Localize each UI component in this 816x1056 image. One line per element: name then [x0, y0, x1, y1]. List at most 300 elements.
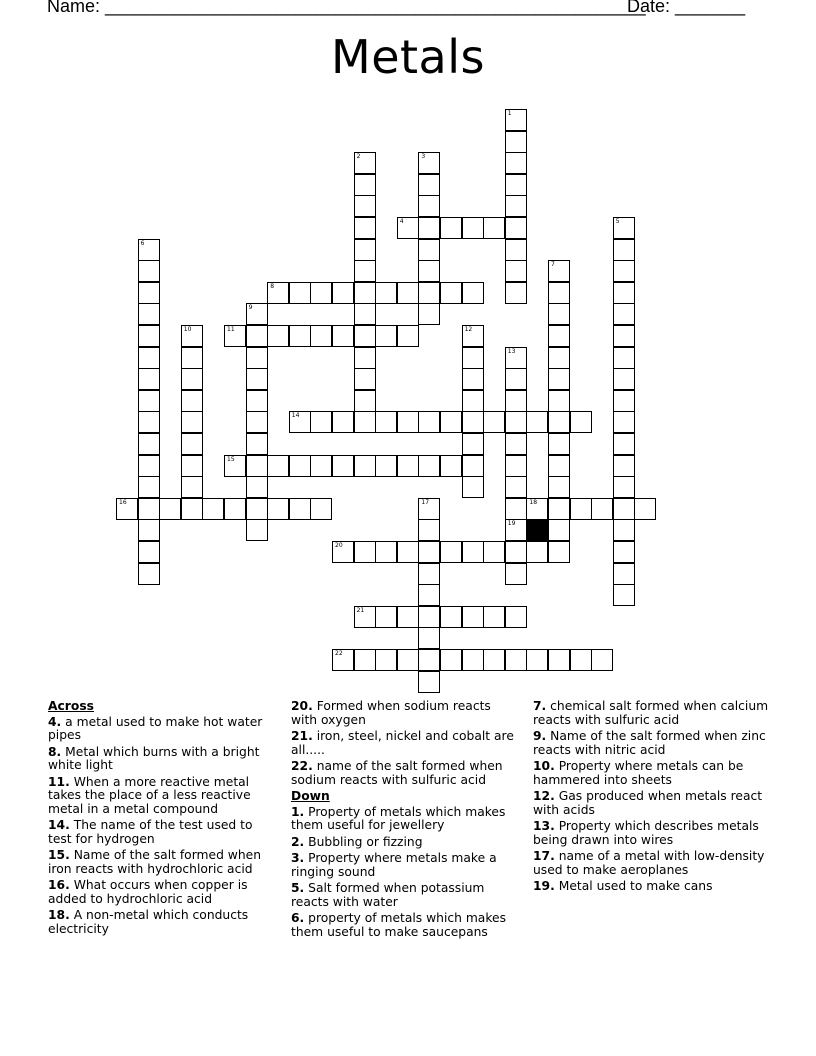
grid-cell[interactable]: [418, 239, 440, 261]
grid-cell[interactable]: [246, 390, 268, 412]
clue-item: [291, 912, 519, 939]
grid-cell[interactable]: [332, 411, 354, 433]
grid-cell[interactable]: [332, 282, 354, 304]
clue-item-text: iron, steel, nickel and cobalt are all.....: [291, 729, 514, 757]
grid-cell[interactable]: [505, 476, 527, 498]
grid-cell[interactable]: [613, 584, 635, 606]
clue-number: 14: [291, 412, 300, 420]
clue-number: 2: [356, 153, 361, 161]
grid-cell[interactable]: [613, 325, 635, 347]
grid-cell[interactable]: [397, 541, 419, 563]
grid-cell[interactable]: [548, 541, 570, 563]
grid-cell[interactable]: [138, 303, 160, 325]
grid-cell[interactable]: [526, 649, 548, 671]
grid-cell[interactable]: [483, 649, 505, 671]
clue-number: 1: [507, 110, 512, 117]
grid-cell[interactable]: [418, 174, 440, 196]
grid-cell[interactable]: [289, 498, 311, 520]
grid-cell[interactable]: [505, 390, 527, 412]
clue-item-number: 2.: [291, 834, 305, 849]
clue-item: [533, 760, 778, 787]
grid-cell[interactable]: [591, 498, 613, 520]
clue-section-heading: Down: [291, 789, 330, 803]
grid-cell[interactable]: [181, 390, 203, 412]
grid-cell[interactable]: [375, 455, 397, 477]
grid-cell[interactable]: [138, 541, 160, 563]
clue-item-text: The name of the test used to test for hydrogen: [48, 818, 253, 846]
grid-cell[interactable]: [505, 239, 527, 261]
grid-cell[interactable]: [332, 649, 354, 671]
grid-cell[interactable]: [246, 303, 268, 325]
clue-item-text: Name of the salt formed when zinc reacts with nitric acid: [533, 729, 766, 757]
grid-cell[interactable]: [138, 325, 160, 347]
grid-cell[interactable]: [246, 476, 268, 498]
grid-cell[interactable]: [613, 476, 635, 498]
black-square: [526, 519, 548, 541]
grid-cell[interactable]: [418, 303, 440, 325]
grid-cell[interactable]: [418, 217, 440, 239]
clue-number: 18: [529, 498, 538, 506]
clue-item-number: 10.: [533, 759, 555, 773]
grid-cell[interactable]: [505, 260, 527, 282]
grid-cell[interactable]: [159, 498, 181, 520]
clue-item: [48, 819, 276, 846]
grid-cell[interactable]: [462, 282, 484, 304]
grid-cell[interactable]: [418, 282, 440, 304]
grid-cell[interactable]: [440, 282, 462, 304]
grid-cell[interactable]: [526, 411, 548, 433]
grid-cell[interactable]: [613, 455, 635, 477]
clue-number: 12: [464, 326, 473, 333]
grid-cell[interactable]: [354, 282, 376, 304]
grid-cell[interactable]: [354, 390, 376, 412]
puzzle-title: Metals: [331, 30, 485, 84]
grid-cell[interactable]: [440, 217, 462, 239]
clue-item: [48, 746, 276, 773]
grid-cell[interactable]: [462, 606, 484, 628]
grid-cell[interactable]: [483, 411, 505, 433]
clue-number: 10: [183, 326, 192, 333]
grid-cell[interactable]: [613, 411, 635, 433]
clue-item-number: 19.: [533, 879, 555, 893]
clue-number: 15: [227, 455, 235, 463]
grid-cell[interactable]: [613, 541, 635, 563]
grid-cell[interactable]: [505, 649, 527, 671]
grid-cell[interactable]: [548, 282, 570, 304]
clue-item: [533, 700, 778, 727]
grid-cell[interactable]: [613, 368, 635, 390]
clue-item-text: Gas produced when metals react with acids: [533, 789, 763, 817]
clue-number: 21: [356, 606, 365, 614]
grid-cell[interactable]: [267, 498, 289, 520]
grid-cell[interactable]: [505, 195, 527, 217]
grid-cell[interactable]: [246, 325, 268, 347]
grid-cell[interactable]: [418, 411, 440, 433]
grid-cell[interactable]: [462, 325, 484, 347]
grid-cell[interactable]: [548, 498, 570, 520]
grid-cell[interactable]: [332, 455, 354, 477]
clue-number: 3: [421, 153, 426, 161]
clues-column-right: [533, 700, 778, 897]
grid-cell[interactable]: [289, 411, 311, 433]
clue-item-text: Salt formed when potassium reacts with water: [291, 881, 485, 909]
clue-number: 7: [551, 261, 555, 269]
grid-cell[interactable]: [138, 563, 160, 585]
grid-cell[interactable]: [375, 282, 397, 304]
grid-cell[interactable]: [375, 325, 397, 347]
grid-cell[interactable]: [483, 217, 505, 239]
grid-cell[interactable]: [246, 411, 268, 433]
grid-cell[interactable]: [613, 239, 635, 261]
grid-cell[interactable]: [462, 433, 484, 455]
grid-cell[interactable]: [375, 649, 397, 671]
grid-cell[interactable]: [505, 152, 527, 174]
grid-cell[interactable]: [310, 325, 332, 347]
grid-cell[interactable]: [548, 433, 570, 455]
clue-item: [533, 790, 778, 817]
grid-cell[interactable]: [181, 455, 203, 477]
grid-cell[interactable]: [548, 519, 570, 541]
grid-cell[interactable]: [354, 411, 376, 433]
grid-cell[interactable]: [526, 541, 548, 563]
grid-cell[interactable]: [397, 649, 419, 671]
grid-cell[interactable]: [526, 498, 548, 520]
grid-cell[interactable]: [418, 671, 440, 693]
grid-cell[interactable]: [246, 368, 268, 390]
grid-cell[interactable]: [418, 152, 440, 174]
grid-cell[interactable]: [354, 152, 376, 174]
grid-cell[interactable]: [440, 606, 462, 628]
clue-number: 13: [507, 347, 516, 355]
grid-cell[interactable]: [375, 541, 397, 563]
clue-item-number: 13.: [533, 819, 555, 833]
grid-cell[interactable]: [548, 476, 570, 498]
grid-cell[interactable]: [548, 347, 570, 369]
grid-cell[interactable]: [440, 455, 462, 477]
clue-item: [291, 882, 519, 909]
grid-cell[interactable]: [224, 498, 246, 520]
grid-cell[interactable]: [505, 411, 527, 433]
grid-cell[interactable]: [440, 541, 462, 563]
grid-cell[interactable]: [505, 498, 527, 520]
clue-item-text: Metal used to make cans: [558, 879, 713, 893]
grid-cell[interactable]: [462, 476, 484, 498]
grid-cell[interactable]: [310, 498, 332, 520]
grid-cell[interactable]: [570, 411, 592, 433]
grid-cell[interactable]: [418, 519, 440, 541]
grid-cell[interactable]: [246, 498, 268, 520]
clue-item: [48, 776, 276, 817]
grid-cell[interactable]: [181, 476, 203, 498]
grid-cell[interactable]: [548, 649, 570, 671]
clue-item: [291, 700, 519, 727]
clue-item: [48, 879, 276, 906]
clue-item-number: 5.: [291, 881, 305, 895]
grid-cell[interactable]: [138, 411, 160, 433]
grid-cell[interactable]: [397, 455, 419, 477]
grid-cell[interactable]: [505, 174, 527, 196]
grid-cell[interactable]: [354, 239, 376, 261]
clue-item-number: 12.: [533, 789, 555, 803]
clue-item-text: Bubbling or fizzing: [308, 834, 423, 849]
clue-item: [48, 849, 276, 876]
grid-cell[interactable]: [332, 541, 354, 563]
grid-cell[interactable]: [548, 390, 570, 412]
grid-cell[interactable]: [613, 390, 635, 412]
clue-item-number: 20.: [291, 699, 313, 713]
grid-cell[interactable]: [138, 433, 160, 455]
clue-item-number: 14.: [48, 818, 70, 832]
grid-cell[interactable]: [310, 455, 332, 477]
grid-cell[interactable]: [397, 606, 419, 628]
grid-cell[interactable]: [591, 649, 613, 671]
grid-cell[interactable]: [138, 476, 160, 498]
grid-cell[interactable]: [246, 519, 268, 541]
grid-cell[interactable]: [483, 606, 505, 628]
grid-cell[interactable]: [418, 195, 440, 217]
grid-cell[interactable]: [354, 217, 376, 239]
grid-cell[interactable]: [181, 325, 203, 347]
clue-item: [291, 730, 519, 757]
grid-cell[interactable]: [483, 541, 505, 563]
grid-cell[interactable]: [505, 455, 527, 477]
grid-cell[interactable]: [354, 174, 376, 196]
grid-cell[interactable]: [138, 368, 160, 390]
grid-cell[interactable]: [116, 498, 138, 520]
grid-cell[interactable]: [354, 541, 376, 563]
grid-cell[interactable]: [375, 606, 397, 628]
clue-item-number: 7.: [533, 699, 547, 713]
clue-number: 5: [615, 218, 620, 225]
clue-item: [291, 760, 519, 787]
grid-cell[interactable]: [397, 411, 419, 433]
grid-cell[interactable]: [505, 541, 527, 563]
clue-number: 11: [227, 326, 235, 333]
grid-cell[interactable]: [440, 649, 462, 671]
clue-item: [291, 806, 519, 833]
grid-cell[interactable]: [354, 455, 376, 477]
clue-item-number: 16.: [48, 878, 70, 892]
grid-cell[interactable]: [613, 519, 635, 541]
clue-item-text: name of the salt formed when sodium reacts with sulfuric acid: [291, 759, 503, 787]
grid-cell[interactable]: [570, 649, 592, 671]
clue-item-text: a metal used to make hot water pipes: [48, 714, 263, 742]
clue-item-text: name of a metal with low-density used to make aeroplanes: [533, 849, 765, 877]
grid-cell[interactable]: [613, 303, 635, 325]
grid-cell[interactable]: [548, 325, 570, 347]
grid-cell[interactable]: [505, 217, 527, 239]
grid-cell[interactable]: [505, 606, 527, 628]
clue-item: [48, 909, 276, 936]
grid-cell[interactable]: [246, 455, 268, 477]
grid-cell[interactable]: [181, 368, 203, 390]
grid-cell[interactable]: [246, 347, 268, 369]
grid-cell[interactable]: [505, 368, 527, 390]
clue-item-number: 17.: [533, 849, 555, 863]
grid-cell[interactable]: [138, 347, 160, 369]
clue-item-number: 3.: [291, 851, 305, 865]
grid-cell[interactable]: [462, 411, 484, 433]
clue-item-number: 9.: [533, 729, 547, 743]
grid-cell[interactable]: [462, 541, 484, 563]
grid-cell[interactable]: [267, 455, 289, 477]
clue-item-text: property of metals which makes them useful to make saucepans: [291, 911, 506, 939]
clue-item: [533, 820, 778, 847]
clue-item-text: Property which describes metals being drawn into wires: [533, 819, 759, 847]
grid-cell[interactable]: [505, 282, 527, 304]
grid-cell[interactable]: [418, 606, 440, 628]
clue-item: [533, 730, 778, 757]
clue-item: [291, 836, 519, 850]
clue-item: [48, 716, 276, 743]
clue-item-text: A non-metal which conducts electricity: [48, 908, 249, 936]
grid-cell[interactable]: [548, 455, 570, 477]
grid-cell[interactable]: [418, 455, 440, 477]
grid-cell[interactable]: [332, 325, 354, 347]
clue-number: 17: [421, 498, 430, 506]
clue-item-text: Metal which burns with a bright white light: [48, 744, 260, 772]
grid-cell[interactable]: [246, 433, 268, 455]
clue-number: 6: [140, 239, 145, 247]
grid-cell[interactable]: [397, 217, 419, 239]
grid-cell[interactable]: [354, 303, 376, 325]
grid-cell[interactable]: [138, 239, 160, 261]
clue-item-text: Property where metals can be hammered into sheets: [533, 759, 744, 787]
grid-cell[interactable]: [613, 563, 635, 585]
grid-cell[interactable]: [462, 649, 484, 671]
grid-cell[interactable]: [462, 217, 484, 239]
clue-item: [533, 850, 778, 877]
grid-cell[interactable]: [224, 455, 246, 477]
clue-number: 16: [119, 498, 127, 506]
grid-cell[interactable]: [418, 649, 440, 671]
grid-cell[interactable]: [224, 325, 246, 347]
grid-cell[interactable]: [354, 606, 376, 628]
date-field-label: Date: _______: [627, 0, 746, 16]
clue-item-text: What occurs when copper is added to hydrochloric acid: [48, 878, 248, 906]
grid-cell[interactable]: [613, 282, 635, 304]
grid-cell[interactable]: [462, 455, 484, 477]
grid-cell[interactable]: [462, 368, 484, 390]
grid-cell[interactable]: [138, 282, 160, 304]
grid-cell[interactable]: [440, 411, 462, 433]
grid-cell[interactable]: [570, 498, 592, 520]
clue-item: [291, 852, 519, 879]
clue-number: 8: [270, 282, 275, 290]
clue-item: [533, 880, 778, 894]
clue-number: 20: [335, 542, 343, 549]
grid-cell[interactable]: [418, 584, 440, 606]
grid-cell[interactable]: [613, 347, 635, 369]
grid-cell[interactable]: [613, 260, 635, 282]
grid-cell[interactable]: [613, 433, 635, 455]
grid-cell[interactable]: [505, 109, 527, 131]
clue-number: 9: [248, 304, 253, 312]
grid-cell[interactable]: [505, 347, 527, 369]
name-field-label: Name: ______________________________________________________: [47, 0, 646, 16]
grid-cell[interactable]: [354, 260, 376, 282]
clue-item-number: 6.: [291, 911, 305, 925]
grid-cell[interactable]: [289, 325, 311, 347]
clue-item-number: 22.: [291, 759, 313, 773]
grid-cell[interactable]: [354, 649, 376, 671]
grid-cell[interactable]: [634, 498, 656, 520]
grid-cell[interactable]: [548, 411, 570, 433]
clue-item-text: When a more reactive metal takes the place of a less reactive metal in a metal compound: [48, 774, 251, 816]
grid-cell[interactable]: [181, 498, 203, 520]
clue-section-heading: Across: [48, 699, 94, 713]
grid-cell[interactable]: [418, 627, 440, 649]
clue-item-number: 15.: [48, 848, 70, 862]
clue-item-number: 11.: [48, 774, 70, 789]
grid-cell[interactable]: [181, 347, 203, 369]
grid-cell[interactable]: [138, 390, 160, 412]
grid-cell[interactable]: [613, 498, 635, 520]
clue-item-number: 4.: [48, 714, 62, 729]
grid-cell[interactable]: [181, 411, 203, 433]
grid-cell[interactable]: [397, 282, 419, 304]
grid-cell[interactable]: [548, 303, 570, 325]
grid-cell[interactable]: [138, 498, 160, 520]
clue-item-text: Property where metals make a ringing sound: [291, 851, 497, 879]
grid-cell[interactable]: [202, 498, 224, 520]
grid-cell[interactable]: [375, 411, 397, 433]
clue-item-text: chemical salt formed when calcium reacts with sulfuric acid: [533, 699, 769, 727]
grid-cell[interactable]: [354, 195, 376, 217]
grid-cell[interactable]: [289, 282, 311, 304]
grid-cell[interactable]: [310, 411, 332, 433]
grid-cell[interactable]: [505, 519, 527, 541]
grid-cell[interactable]: [267, 282, 289, 304]
grid-cell[interactable]: [505, 433, 527, 455]
clue-item-number: 18.: [48, 908, 70, 922]
grid-cell[interactable]: [138, 260, 160, 282]
clue-item-text: Formed when sodium reacts with oxygen: [291, 699, 491, 727]
grid-cell[interactable]: [462, 347, 484, 369]
clue-number: 22: [335, 650, 343, 657]
grid-cell[interactable]: [354, 325, 376, 347]
grid-cell[interactable]: [138, 455, 160, 477]
clue-item-number: 8.: [48, 744, 62, 759]
clue-number: 19: [507, 520, 516, 528]
grid-cell[interactable]: [289, 455, 311, 477]
grid-cell[interactable]: [267, 325, 289, 347]
clues-column-middle: [291, 700, 519, 942]
clue-number: 4: [399, 218, 404, 225]
grid-cell[interactable]: [354, 368, 376, 390]
grid-cell[interactable]: [310, 282, 332, 304]
grid-cell[interactable]: [181, 433, 203, 455]
grid-cell[interactable]: [548, 260, 570, 282]
clue-item-text: Name of the salt formed when iron reacts with hydrochloric acid: [48, 848, 262, 876]
grid-cell[interactable]: [138, 519, 160, 541]
grid-cell[interactable]: [418, 563, 440, 585]
clue-item-number: 21.: [291, 729, 313, 743]
grid-cell[interactable]: [354, 347, 376, 369]
grid-cell[interactable]: [462, 390, 484, 412]
grid-cell[interactable]: [418, 498, 440, 520]
clues-column-left: [48, 700, 276, 939]
grid-cell[interactable]: [613, 217, 635, 239]
grid-cell[interactable]: [418, 260, 440, 282]
grid-cell[interactable]: [548, 368, 570, 390]
clue-item-number: 1.: [291, 804, 305, 819]
grid-cell[interactable]: [418, 541, 440, 563]
clue-item-text: Property of metals which makes them useful for jewellery: [291, 804, 506, 832]
grid-cell[interactable]: [505, 563, 527, 585]
grid-cell[interactable]: [397, 325, 419, 347]
grid-cell[interactable]: [505, 131, 527, 153]
